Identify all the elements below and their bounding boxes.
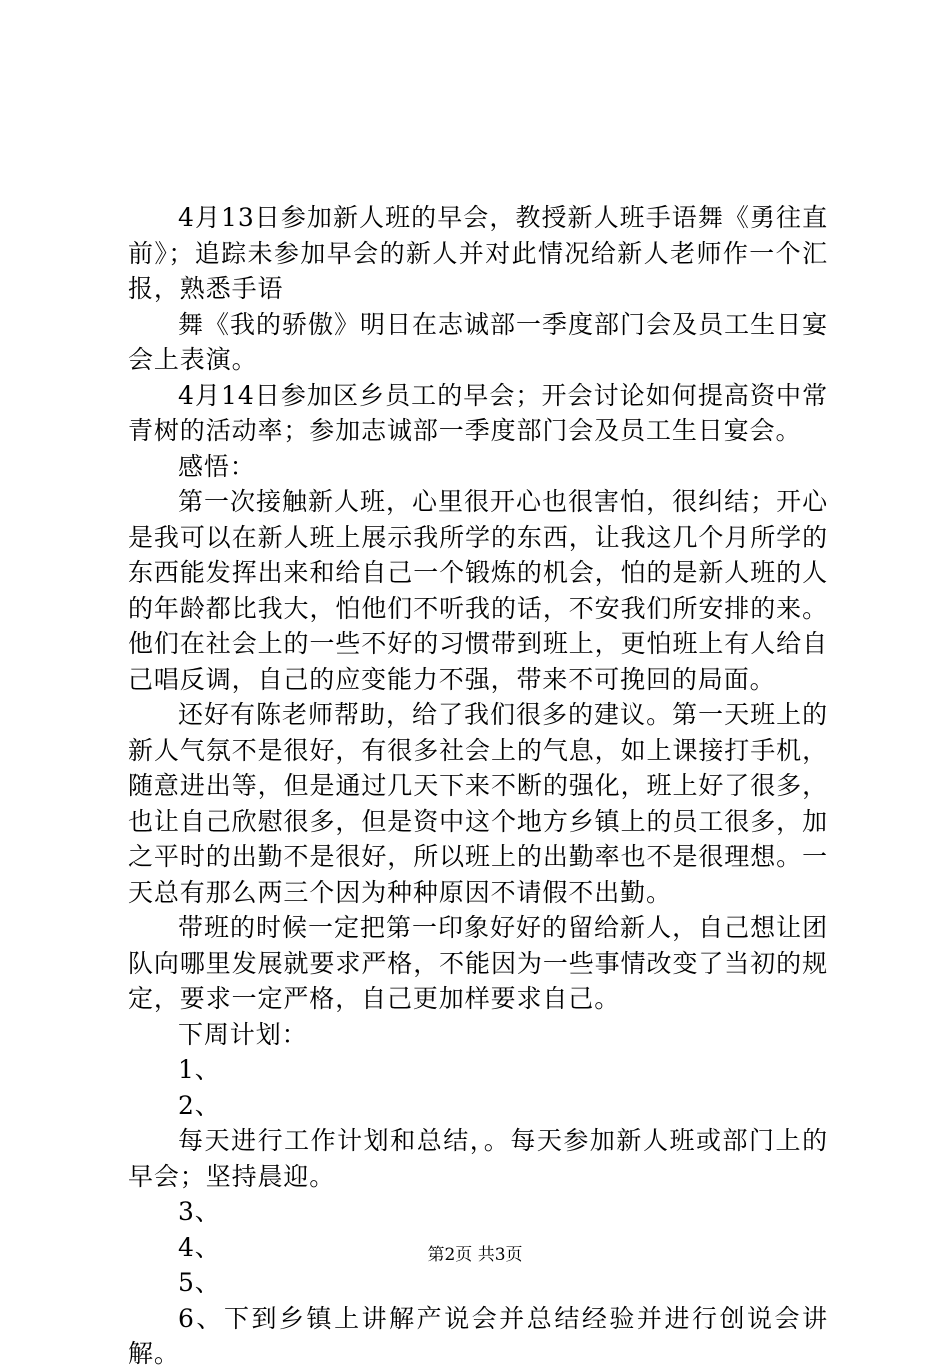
- page-footer: 第2页 共3页: [427, 1245, 523, 1265]
- plan-item-3: 3、: [178, 1197, 221, 1226]
- paragraph-dance-performance: 舞《我的骄傲》明日在志诚部一季度部门会及员工生日宴会上表演。: [128, 309, 828, 374]
- paragraph-apr13: 4月13日参加新人班的早会，教授新人班手语舞《勇往直前》；追踪未参加早会的新人并对此情况给新人老师作一个汇报，熟悉手语: [128, 203, 828, 303]
- heading-reflection: 感悟：: [178, 451, 256, 481]
- plan-item-daily: 每天进行工作计划和总结，。每天参加新人班或部门上的早会；坚持晨迎。: [128, 1126, 828, 1191]
- plan-item-5: 5、: [178, 1268, 221, 1297]
- document-body: [128, 200, 828, 1372]
- paragraph-first-contact: 第一次接触新人班，心里很开心也很害怕，很纠结；开心是我可以在新人班上展示我所学的东西，让我这几个月所学的东西能发挥出来和给自己一个锻炼的机会，怕的是新人班的人的年龄都比我大，怕他们不听我的话，不安我们所安排的来。他们在社会上的一些不好的习惯带到班上，更怕班上有人给自己唱反调，自己的应变能力不强，带来不可挽回的局面。: [128, 487, 828, 694]
- paragraph-teacher-help: 还好有陈老师帮助，给了我们很多的建议。第一天班上的新人气氛不是很好，有很多社会上的气息，如上课接打手机，随意进出等，但是通过几天下来不断的强化，班上好了很多，也让自己欣慰很多，但是资中这个地方乡镇上的员工很多，加之平时的出勤不是很好，所以班上的出勤率也不是很理想。一天总有那么两三个因为种种原因不请假不出勤。: [128, 700, 828, 907]
- plan-item-6: 6、下到乡镇上讲解产说会并总结经验并进行创说会讲解。: [128, 1303, 828, 1368]
- plan-item-1: 1、: [178, 1055, 221, 1084]
- paragraph-first-impression: 带班的时候一定把第一印象好好的留给新人，自己想让团队向哪里发展就要求严格，不能因为一些事情改变了当初的规定，要求一定严格，自己更加样要求自己。: [128, 913, 828, 1013]
- paragraph-apr14: 4月14日参加区乡员工的早会；开会讨论如何提高资中常青树的活动率；参加志诚部一季度部门会及员工生日宴会。: [128, 380, 828, 445]
- heading-next-week-plan: 下周计划：: [178, 1019, 308, 1049]
- plan-item-4: 4、: [178, 1232, 221, 1262]
- plan-item-2: 2、: [178, 1090, 221, 1120]
